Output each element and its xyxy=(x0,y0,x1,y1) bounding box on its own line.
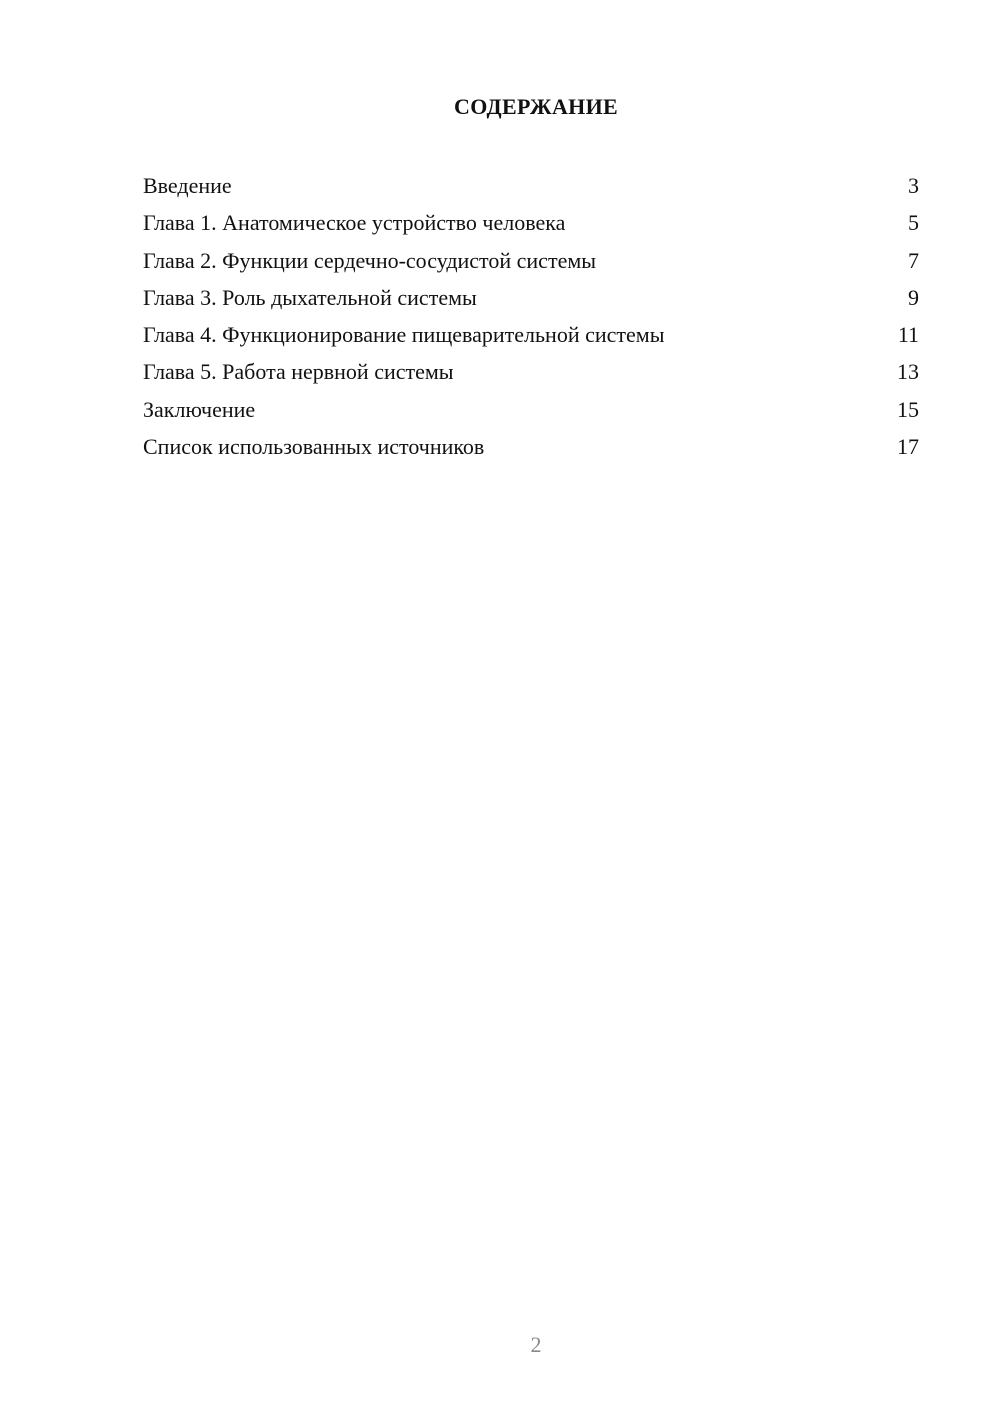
page-number: 2 xyxy=(530,1332,542,1357)
toc-entry-page: 3 xyxy=(908,173,919,198)
toc-entry-label: Заключение xyxy=(143,396,256,422)
toc-entry-label: Введение xyxy=(143,173,232,198)
toc-entry-page: 9 xyxy=(908,284,919,310)
toc-entry-label: Глава 3. Роль дыхательной системы xyxy=(143,284,477,310)
toc-entry-conclusion xyxy=(143,391,919,428)
toc-entry-label: Глава 5. Работа нервной системы xyxy=(143,359,454,385)
toc-entry-chapter-4 xyxy=(143,316,919,353)
toc-entry-label: Список использованных источников xyxy=(143,434,485,460)
toc-entry-page: 13 xyxy=(897,359,919,385)
toc-entry-label: Глава 1. Анатомическое устройство человека xyxy=(143,210,566,236)
toc-entry-references xyxy=(143,428,919,465)
page-title: СОДЕРЖАНИЕ xyxy=(454,94,618,119)
toc-entry-page: 7 xyxy=(908,247,919,273)
toc-entry-label: Глава 2. Функции сердечно-сосудистой системы xyxy=(143,247,597,273)
toc-entry-page: 15 xyxy=(897,396,919,422)
toc-entry-page: 17 xyxy=(897,434,919,460)
toc-entry-chapter-3 xyxy=(143,279,919,316)
toc-entry-chapter-5 xyxy=(143,353,919,390)
table-of-contents xyxy=(143,167,919,465)
toc-entry-chapter-2 xyxy=(143,242,919,279)
toc-entry-label: Глава 4. Функционирование пищеварительной системы xyxy=(143,322,665,348)
toc-entry-page: 5 xyxy=(908,210,919,236)
toc-entry-introduction xyxy=(143,167,919,204)
toc-entry-page: 11 xyxy=(897,322,919,348)
toc-entry-chapter-1 xyxy=(143,204,919,241)
